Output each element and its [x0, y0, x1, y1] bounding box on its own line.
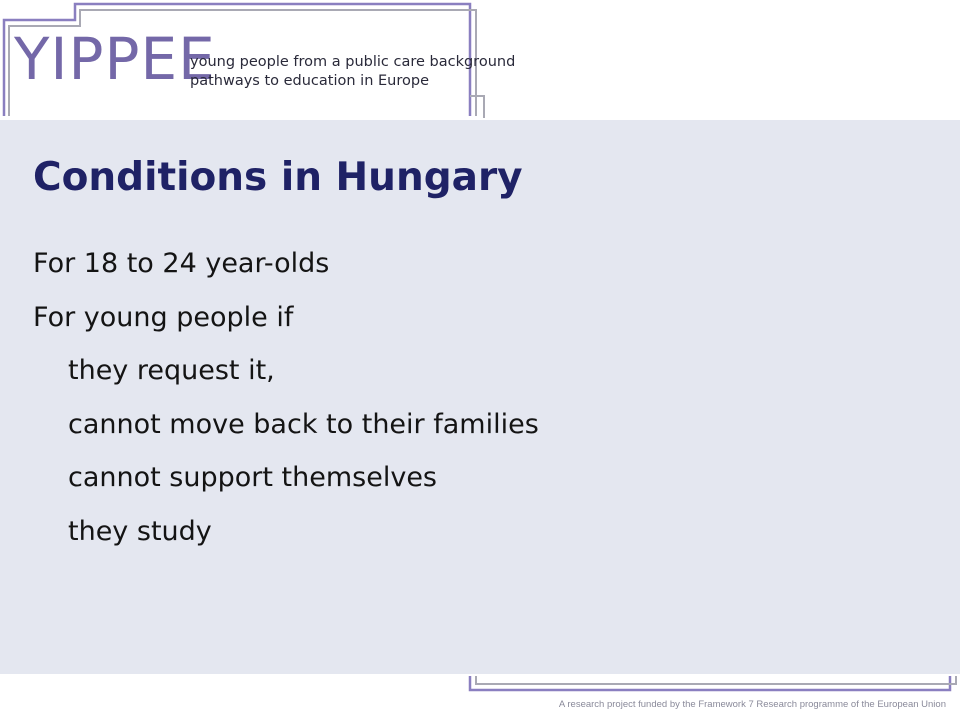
logo-tagline-line1: young people from a public care background — [190, 54, 516, 70]
logo-wordmark: YIPPEE — [14, 25, 216, 93]
sub-bullet-item: cannot move back to their families — [68, 408, 539, 440]
funding-footer: A research project funded by the Framework 7 Research programme of the European Union — [558, 699, 946, 710]
sub-bullet-item: cannot support themselves — [68, 462, 437, 493]
logo-tagline — [190, 53, 515, 91]
bottom-frame-grey — [476, 676, 956, 684]
logo-tagline-line2: pathways to education in Europe — [190, 73, 429, 89]
bottom-frame-purple — [470, 676, 950, 690]
bullet-item: For 18 to 24 year-olds — [33, 248, 330, 279]
sub-bullet-item: they request it, — [68, 355, 275, 386]
bullet-list — [33, 240, 913, 561]
sub-bullet-item: they study — [68, 515, 212, 547]
yippee-logo — [0, 0, 516, 120]
bullet-item: For young people if — [33, 301, 294, 333]
slide-title: Conditions in Hungary — [33, 155, 523, 200]
